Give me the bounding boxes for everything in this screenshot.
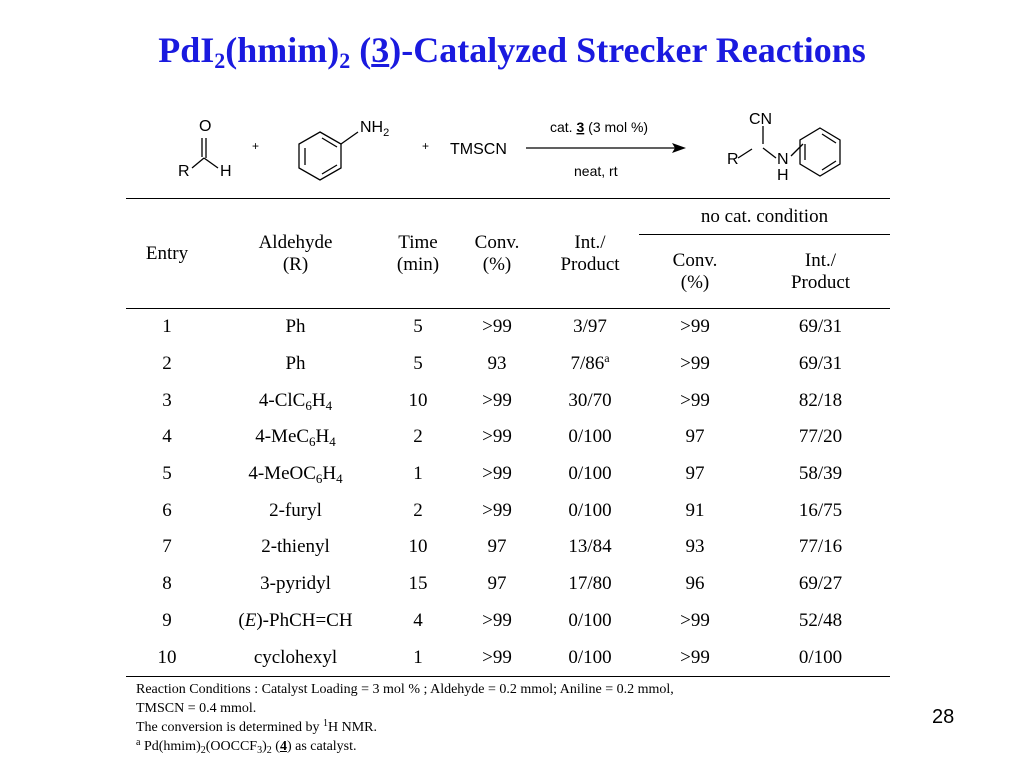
cell-time: 10 [408,389,428,411]
cell-conversion: 97 [487,573,507,595]
cell-nocat-int-product: 77/16 [798,536,843,558]
cell-time: 10 [408,536,428,558]
cell-time: 2 [413,499,423,521]
cell-conversion: >99 [482,426,512,448]
cell-time: 4 [413,609,423,631]
footnote-conditions-cont: TMSCN = 0.4 mmol. [136,701,257,716]
cell-entry: 5 [162,463,172,485]
plus-sign: + [252,139,260,153]
cell-nocat-conversion: 97 [685,463,705,485]
cell-nocat-conversion: >99 [639,639,751,676]
cell-int-product: 17/80 [568,573,612,595]
cell-nocat-conversion: >99 [680,389,710,411]
cell-nocat-int-product: 16/75 [798,499,843,521]
cell-nocat-conversion: 93 [685,536,705,558]
header-time: Time (min) [396,231,440,275]
cell-int-product: 0/100 [568,426,612,448]
cell-nocat-int-product: 82/18 [798,389,843,411]
cell-aldehyde: (E)-PhCH=CH [238,609,353,631]
table-row [126,309,890,346]
cell-aldehyde: Ph [285,353,306,375]
cell-nocat-conversion: >99 [680,609,710,631]
aldehyde-structure [192,138,218,168]
header-nocat-int-product: Int./ Product [790,249,851,293]
plus-sign: + [422,139,430,153]
footnote-a: $^a$ $Pd(hmim)_2(OOCCF_3)_2$ (4) as catalyst. [136,737,357,756]
cell-nocat-int-product: 69/27 [798,573,843,595]
table-row [126,492,890,529]
table-row [126,346,890,383]
table-row [126,603,890,640]
header-aldehyde: Aldehyde (R) [258,231,333,275]
cell-int-product: 3/97 [573,316,607,338]
cell-int-product: 7/86$^a$ [570,351,610,375]
table-row [126,419,890,456]
footnotes [136,680,856,756]
cell-int-product: 0/100 [568,463,612,485]
cell-time: 2 [413,426,423,448]
cell-entry: 4 [162,426,172,448]
cell-int-product: 0/100 [568,499,612,521]
cell-aldehyde: $4-MeC_6H_4$ [255,426,336,450]
cell-entry: 6 [162,499,172,521]
product-n-label: N [777,151,789,168]
product-structure [738,126,840,176]
cell-conversion: >99 [482,499,512,521]
cell-time: 5 [413,316,423,338]
cell-aldehyde: Ph [285,316,306,338]
reagent-label: TMSCN [450,141,507,158]
cell-conversion: >99 [482,609,512,631]
title-catalyst-number: 3 [371,30,390,70]
product-cn-label: CN [749,111,773,128]
reaction-scheme [160,108,880,188]
page-number: 28 [932,706,955,728]
cell-time: 1 [413,463,423,485]
cell-nocat-conversion: >99 [680,353,710,375]
cell-nocat-conversion: 91 [685,499,705,521]
footnote-nmr: The conversion is determined by $^1$H NMR. [136,718,378,735]
cell-aldehyde: $4-ClC_6H_4$ [258,389,333,413]
footnote-conditions: Reaction Conditions : Catalyst Loading = 3 mol % ; Aldehyde = 0.2 mmol; Aniline = 0.2 mmol, [136,682,674,697]
title-text: )-Catalyzed Strecker Reactions [389,30,866,70]
cell-time: 15 [408,573,428,595]
header-conversion: Conv. (%) [474,231,520,275]
cell-nocat-conversion: 97 [685,426,705,448]
cell-nocat-int-product: 52/48 [798,609,843,631]
cell-conversion: 97 [487,536,507,558]
aldehyde-oxygen-label: O [199,118,212,135]
cell-nocat-int-product: 0/100 [751,639,890,676]
product-h-label: H [777,167,789,184]
cell-nocat-int-product: 77/20 [798,426,843,448]
table-body [126,309,890,677]
aniline-structure [299,132,358,180]
cell-conversion: 93 [487,353,507,375]
header-entry: Entry [145,242,189,264]
cell-conversion: >99 [482,316,512,338]
cell-entry: 1 [162,316,172,338]
cell-conversion: >99 [482,389,512,411]
cell-aldehyde: $4-MeOC_6H_4$ [248,463,343,487]
cell-time: 1 [383,639,453,676]
cell-aldehyde: cyclohexyl [208,639,383,676]
cell-nocat-int-product: 69/31 [798,316,843,338]
cell-nocat-conversion: 96 [685,573,705,595]
cell-conversion: >99 [482,463,512,485]
title-subscript: 2 [339,48,351,73]
cell-entry: 9 [162,609,172,631]
cell-int-product: 13/84 [568,536,612,558]
results-table [126,198,890,677]
title-text: (hmim) [225,30,340,70]
table-row [126,566,890,603]
product-r-label: R [727,151,739,168]
cell-entry: 3 [162,389,172,411]
table-row [126,456,890,493]
header-no-cat-condition: no cat. condition [639,199,890,235]
aldehyde-h-label: H [220,163,232,180]
header-nocat-conversion: Conv. (%) [672,249,718,293]
cell-entry: 10 [126,639,208,676]
header-int-product: Int./ Product [560,231,620,275]
cell-conversion: >99 [453,639,541,676]
cell-entry: 8 [162,573,172,595]
cell-nocat-conversion: >99 [680,316,710,338]
cell-entry: 7 [162,536,172,558]
condition-catalyst-label: cat. 3 (3 mol %) [550,119,649,135]
cell-int-product: 30/70 [568,389,612,411]
cell-entry: 2 [162,353,172,375]
cell-int-product: 0/100 [541,639,639,676]
aniline-nh2-label: $NH_2$ [360,119,390,139]
table-row [126,639,890,676]
slide-title [0,28,1024,72]
cell-aldehyde: 3-pyridyl [260,573,331,595]
cell-aldehyde: 2-thienyl [261,536,330,558]
cell-int-product: 0/100 [568,609,612,631]
title-subscript: 2 [214,48,226,73]
aldehyde-r-label: R [178,163,190,180]
table-row [126,382,890,419]
cell-time: 5 [413,353,423,375]
table-row [126,529,890,566]
cell-aldehyde: 2-furyl [269,499,322,521]
title-text: ( [350,30,372,70]
reaction-arrow [526,143,686,153]
condition-solvent-label: neat, rt [574,163,618,179]
cell-nocat-int-product: 69/31 [798,353,843,375]
title-text: PdI [158,30,215,70]
cell-nocat-int-product: 58/39 [798,463,843,485]
